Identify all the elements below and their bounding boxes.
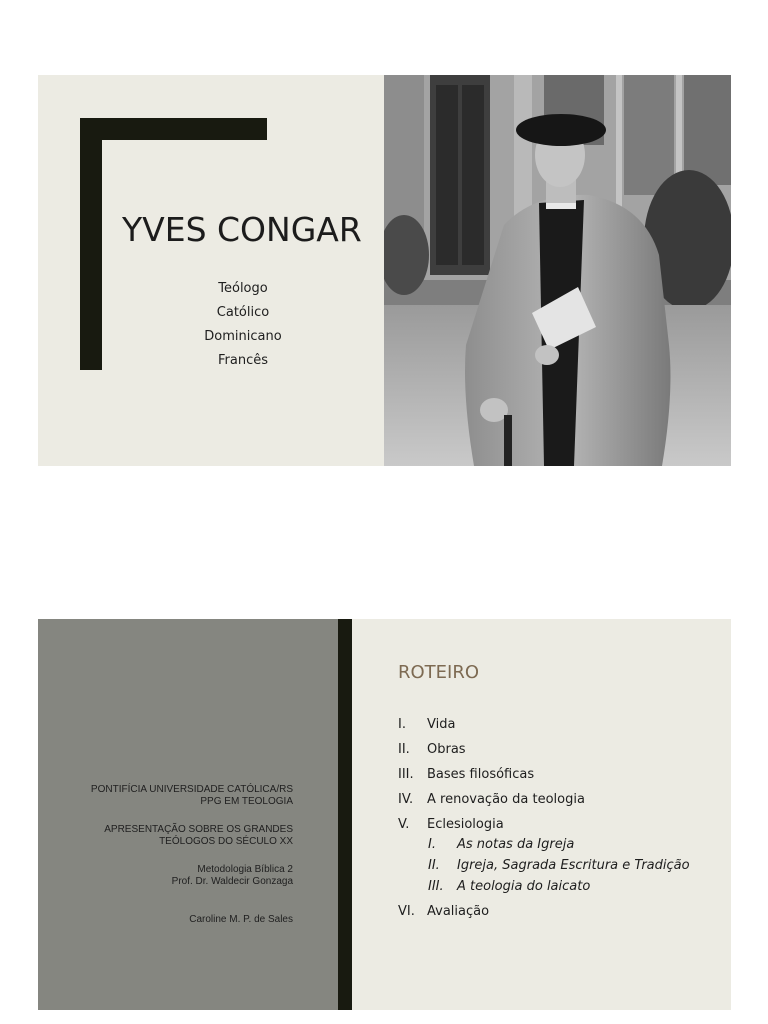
- author-name: Caroline M. P. de Sales: [189, 914, 293, 925]
- item-label: Vida: [427, 717, 456, 732]
- info-line: TEÓLOGOS DO SÉCULO XX: [159, 836, 293, 847]
- course-block: [38, 864, 293, 888]
- item-label: A renovação da teologia: [427, 792, 585, 807]
- agenda-slide: [38, 619, 731, 1010]
- subtitle-line: Teólogo: [218, 281, 268, 296]
- title-slide: [38, 75, 731, 466]
- info-line: APRESENTAÇÃO SOBRE OS GRANDES: [104, 824, 293, 835]
- slide-title: YVES CONGAR: [122, 210, 362, 249]
- subtitle-line: Francês: [217, 353, 268, 368]
- item-label: Avaliação: [427, 904, 490, 919]
- author-block: [38, 914, 293, 926]
- info-line: Prof. Dr. Waldecir Gonzaga: [171, 876, 293, 887]
- decorative-bracket-left: [80, 118, 102, 370]
- agenda-title: ROTEIRO: [398, 662, 480, 683]
- item-number: IV.: [398, 792, 414, 807]
- sub-item-number: I.: [428, 837, 436, 852]
- presentation-info: [38, 784, 293, 942]
- subtitle-line: Católico: [216, 305, 270, 320]
- item-number: V.: [398, 817, 410, 832]
- portrait-photo: [384, 75, 731, 466]
- university-block: [38, 784, 293, 808]
- sub-item-number: II.: [428, 858, 440, 873]
- sub-item-number: III.: [428, 879, 444, 894]
- sub-item-label: As notas da Igreja: [457, 837, 575, 852]
- sub-item-label: A teologia do laicato: [457, 879, 591, 894]
- subtitle-list: [178, 277, 308, 373]
- info-line: PPG EM TEOLOGIA: [200, 796, 293, 807]
- item-number: VI.: [398, 904, 415, 919]
- sub-item-label: Igreja, Sagrada Escritura e Tradição: [457, 858, 690, 873]
- item-number: II.: [398, 742, 410, 757]
- panel-divider: [338, 619, 352, 1010]
- topic-block: [38, 824, 293, 848]
- info-line: PONTIFÍCIA UNIVERSIDADE CATÓLICA/RS: [90, 784, 293, 795]
- item-label: Eclesiologia: [427, 817, 504, 832]
- subtitle-line: Dominicano: [204, 329, 282, 344]
- decorative-bracket-top: [80, 118, 267, 140]
- info-line: Metodologia Bíblica 2: [197, 864, 293, 875]
- item-label: Obras: [427, 742, 466, 757]
- item-number: III.: [398, 767, 414, 782]
- item-number: I.: [398, 717, 406, 732]
- item-label: Bases filosóficas: [427, 767, 535, 782]
- portrait-photo-icon: [384, 75, 731, 466]
